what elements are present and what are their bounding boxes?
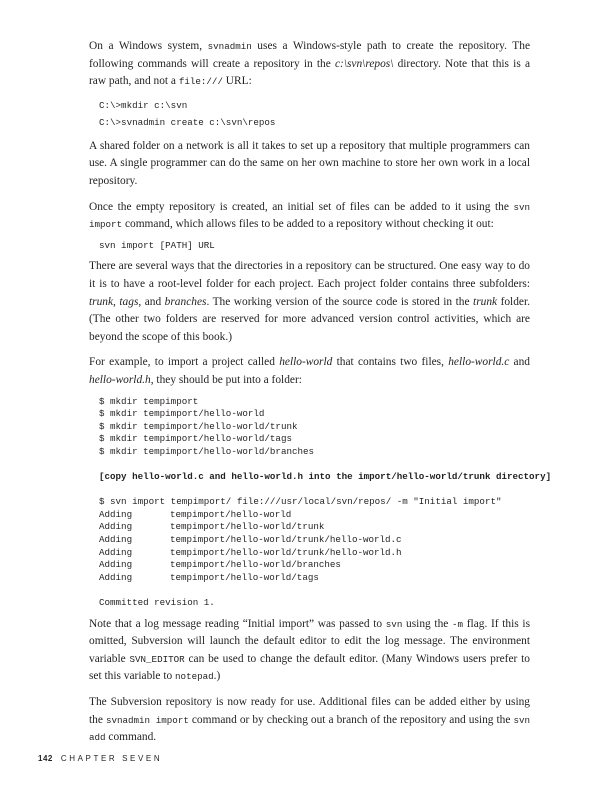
code-line: svn import [PATH] URL [99,239,215,251]
code-example-session [99,395,552,610]
copy-instruction: [copy hello-world.c and hello-world.h into the import/hello-world/trunk directory] [99,471,552,483]
committed-line: Committed revision 1. [99,597,215,608]
paragraph-shared-folder: A shared folder on a network is all it takes to set up a repository that multiple programmers can use. A single programmer can do the same on her own machine to store her own work in a local repository. [89,139,530,187]
page-footer [38,754,162,763]
code-line: C:\>mkdir c:\svn [99,99,188,111]
adding-row: Adding tempimport/hello-world/trunk/hello-world.h [99,546,402,558]
adding-row: Adding tempimport/hello-world/trunk/hello-world.c [99,534,402,546]
adding-row: Adding tempimport/hello-world/trunk [99,521,325,533]
code-windows-commands [99,97,530,132]
code-line: $ svn import tempimport/ file:///usr/local/svn/repos/ -m "Initial import" [99,496,502,508]
paragraph-ready: The Subversion repository is now ready for use. Additional files can be added either by using the svnadmin import command or by checking out a branch of the repository and using the svn add command. [89,695,531,744]
page-number: 142 [38,754,53,763]
adding-row: Adding tempimport/hello-world [99,508,292,520]
code-line: $ mkdir tempimport/hello-world/trunk [99,420,298,432]
paragraph-windows-path: On a Windows system, svnadmin uses a Windows-style path to create the repository. The following commands will create a repository in the c:\svn\repos\ directory. Note that this is a raw path, and not a file:/// URL: [89,40,531,88]
paragraph-log-message: Note that a log message reading “Initial import” was passed to svn using the -m flag. If this is omitted, Subversion will launch the default editor to edit the log message. The environment variable SVN_EDITOR can be used to change the default editor. (Many Windows users prefer to set this variable to notepad.) [89,617,530,683]
code-line: $ mkdir tempimport [99,395,199,407]
page-content [89,38,552,747]
chapter-label: CHAPTER SEVEN [60,754,163,763]
code-line: $ mkdir tempimport/hello-world [99,408,265,420]
code-import-syntax [99,240,530,253]
adding-row: Adding tempimport/hello-world/branches [99,559,341,571]
code-line: $ mkdir tempimport/hello-world/branches [99,445,315,457]
code-line: C:\>svnadmin create c:\svn\repos [99,117,276,129]
paragraph-initial-import: Once the empty repository is created, an initial set of files can be added to it using the svn import command, which allows files to be added to a repository without checking it out: [89,200,530,231]
paragraph-directory-structure: There are several ways that the directories in a repository can be structured. One easy way to do it is to have a root-level folder for each project. Each project folder contains three subfolders: trunk, tags, and branches. The working version of the source code is stored in the trunk folder. (The other two folders are reserved for more advanced version control activities, which are beyond the scope of this book.) [89,260,530,343]
adding-row: Adding tempimport/hello-world/tags [99,571,319,583]
code-line: $ mkdir tempimport/hello-world/tags [99,433,292,445]
paragraph-example: For example, to import a project called hello-world that contains two files, hello-world.c and hello-world.h, they should be put into a folder: [89,356,531,386]
